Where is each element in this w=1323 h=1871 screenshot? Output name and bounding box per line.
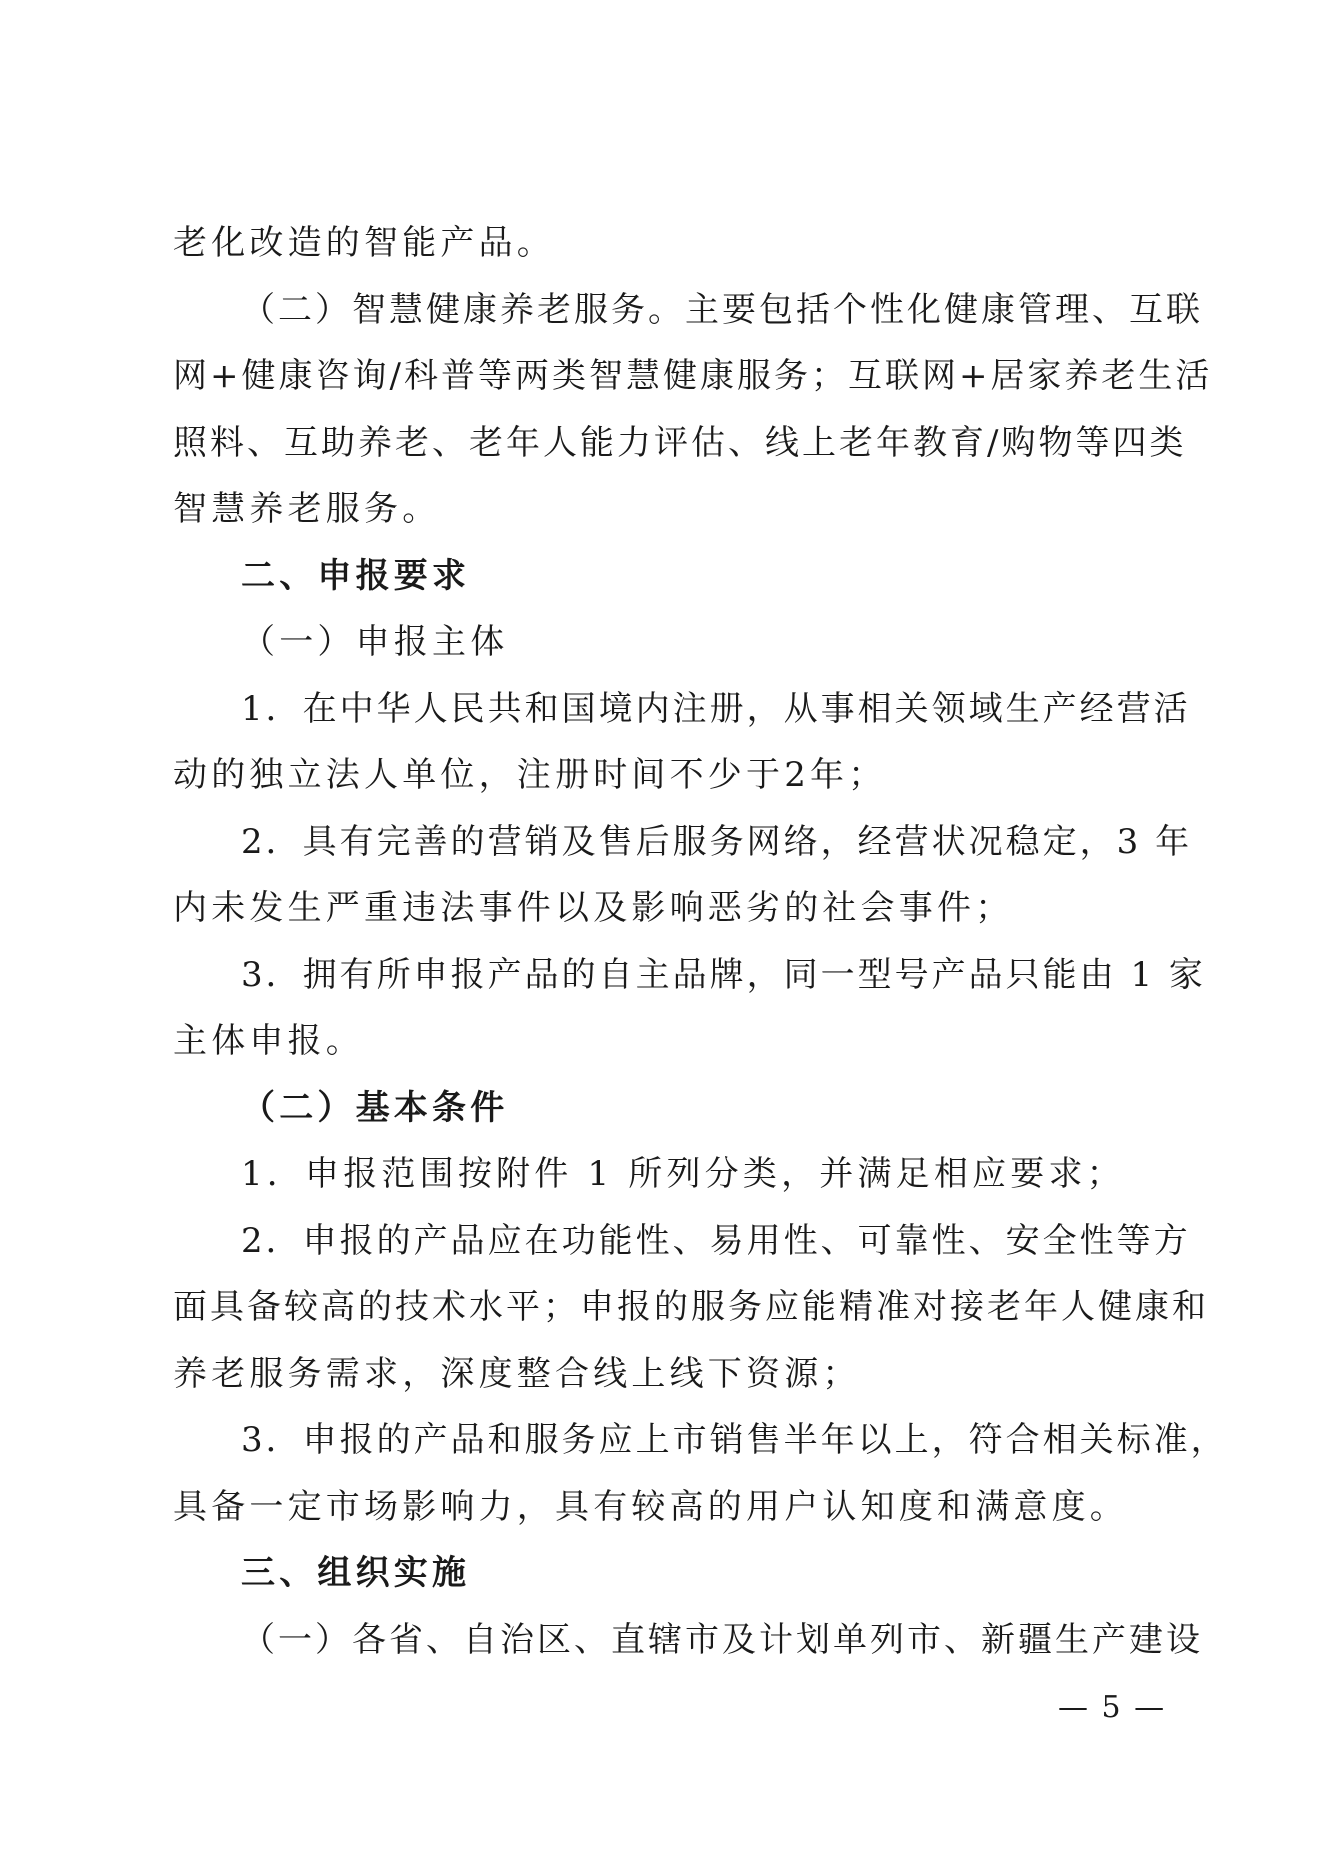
paragraph-line: 网+健康咨询/科普等两类智慧健康服务；互联网+居家养老生活: [173, 356, 1213, 396]
paragraph-line: 养老服务需求，深度整合线上线下资源；: [173, 1353, 861, 1394]
paragraph-line: 2．申报的产品应在功能性、易用性、可靠性、安全性等方: [241, 1220, 1191, 1261]
paragraph-line: （二）智慧健康养老服务。主要包括个性化健康管理、互联: [241, 289, 1203, 330]
paragraph-line: 3．申报的产品和服务应上市销售半年以上，符合相关标准，: [241, 1420, 1228, 1460]
paragraph-line: （一）各省、自治区、直辖市及计划单列市、新疆生产建设: [241, 1619, 1203, 1660]
paragraph-line: 智慧养老服务。: [173, 489, 441, 529]
paragraph-line: 1．申报范围按附件 1 所列分类，并满足相应要求；: [241, 1154, 1125, 1194]
paragraph-line: 内未发生严重违法事件以及影响恶劣的社会事件；: [173, 888, 1014, 928]
paragraph-line: 具备一定市场影响力，具有较高的用户认知度和满意度。: [173, 1486, 1128, 1527]
paragraph-line: 动的独立法人单位，注册时间不少于2年；: [173, 755, 887, 795]
paragraph-line: 照料、互助养老、老年人能力评估、线上老年教育/购物等四类: [173, 422, 1187, 463]
document-body: [173, 210, 1228, 1673]
paragraph-line: 老化改造的智能产品。: [173, 223, 555, 263]
section-heading: 二、申报要求: [241, 555, 471, 596]
paragraph-line: 面具备较高的技术水平；申报的服务应能精准对接老年人健康和: [173, 1287, 1209, 1327]
subsection-heading: （一）申报主体: [241, 622, 509, 662]
paragraph-line: 2．具有完善的营销及售后服务网络，经营状况稳定，3 年: [241, 821, 1193, 862]
subsection-heading: （二）基本条件: [241, 1087, 509, 1128]
paragraph-line: 1．在中华人民共和国境内注册，从事相关领域生产经营活: [241, 688, 1191, 729]
section-heading: 三、组织实施: [241, 1553, 471, 1593]
paragraph-line: 主体申报。: [173, 1021, 364, 1061]
paragraph-line: 3．拥有所申报产品的自主品牌，同一型号产品只能由 1 家: [241, 954, 1206, 995]
page-number: — 5 —: [1058, 1690, 1167, 1725]
